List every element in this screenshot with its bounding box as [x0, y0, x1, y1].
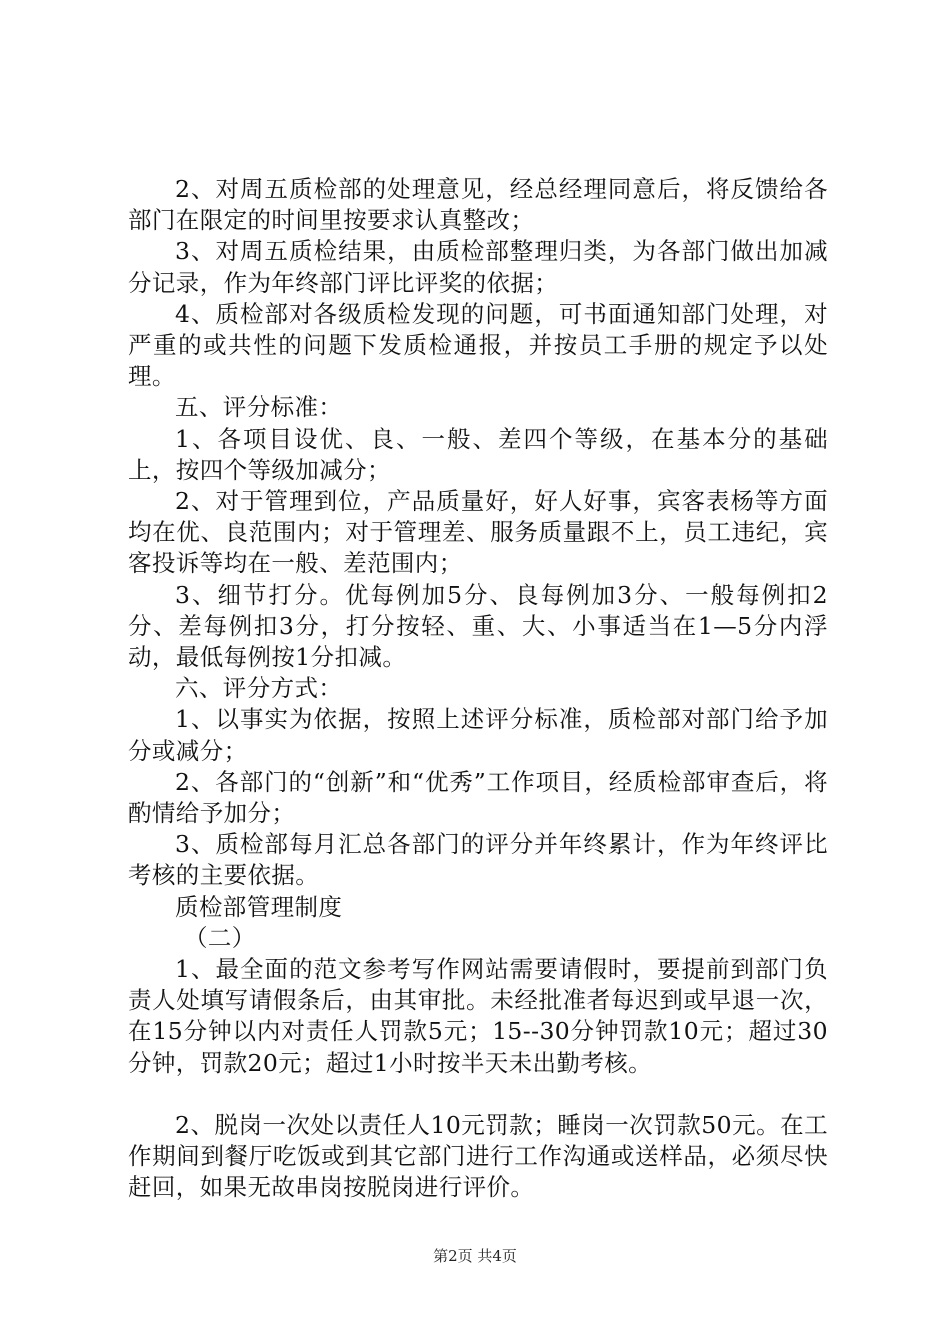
- paragraph-standard-1: 1、各项目设优、良、一般、差四个等级，在基本分的基础上，按四个等级加减分；: [128, 424, 828, 484]
- paragraph-leave-rule: 1、最全面的范文参考写作网站需要请假时，要提前到部门负责人处填写请假条后，由其审批。未经批准者每迟到或早退一次，在15分钟以内对责任人罚款5元；15--30分钟罚款10元；超过30分钟，罚款20元；超过1小时按半天未出勤考核。: [128, 955, 828, 1077]
- paragraph-item-4-notification: 4、质检部对各级质检发现的问题，可书面通知部门处理，对严重的或共性的问题下发质检通报，并按员工手册的规定予以处理。: [128, 299, 828, 391]
- paragraph-method-3: 3、质检部每月汇总各部门的评分并年终累计，作为年终评比考核的主要依据。: [128, 830, 828, 890]
- paragraph-standard-3: 3、细节打分。优每例加5分、良每例加3分、一般每例扣2分、差每例扣3分，打分按轻、重、大、小事适当在1—5分内浮动，最低每例按1分扣减。: [128, 580, 828, 672]
- section-heading-scoring-standard: 五、评分标准：: [175, 393, 343, 422]
- paragraph-spacer: [128, 1079, 828, 1110]
- document-subtitle: 质检部管理制度: [175, 892, 343, 921]
- paragraph-method-1: 1、以事实为依据，按照上述评分标准，质检部对部门给予加分或减分；: [128, 705, 828, 765]
- section-heading-scoring-method: 六、评分方式：: [175, 674, 343, 703]
- paragraph-item-2-feedback: 2、对周五质检部的处理意见，经总经理同意后，将反馈给各部门在限定的时间里按要求认真整改；: [128, 175, 828, 235]
- document-body: [128, 174, 828, 1204]
- paragraph-standard-2: 2、对于管理到位，产品质量好，好人好事，宾客表杨等方面均在优、良范围内；对于管理差、服务质量跟不上，员工违纪，宾客投诉等均在一般、差范围内；: [128, 487, 828, 578]
- section-number: （二）: [184, 923, 256, 952]
- page-number-footer: 第2页 共4页: [433, 1247, 517, 1265]
- paragraph-item-3-scoring-record: 3、对周五质检结果，由质检部整理归类，为各部门做出加减分记录，作为年终部门评比评奖的依据；: [128, 237, 828, 297]
- paragraph-method-2: 2、各部门的“创新”和“优秀”工作项目，经质检部审查后，将酌情给予加分；: [128, 767, 828, 828]
- paragraph-absence-rule: 2、脱岗一次处以责任人10元罚款；睡岗一次罚款50元。在工作期间到餐厅吃饭或到其它部门进行工作沟通或送样品，必须尽快赶回，如果无故串岗按脱岗进行评价。: [128, 1110, 828, 1202]
